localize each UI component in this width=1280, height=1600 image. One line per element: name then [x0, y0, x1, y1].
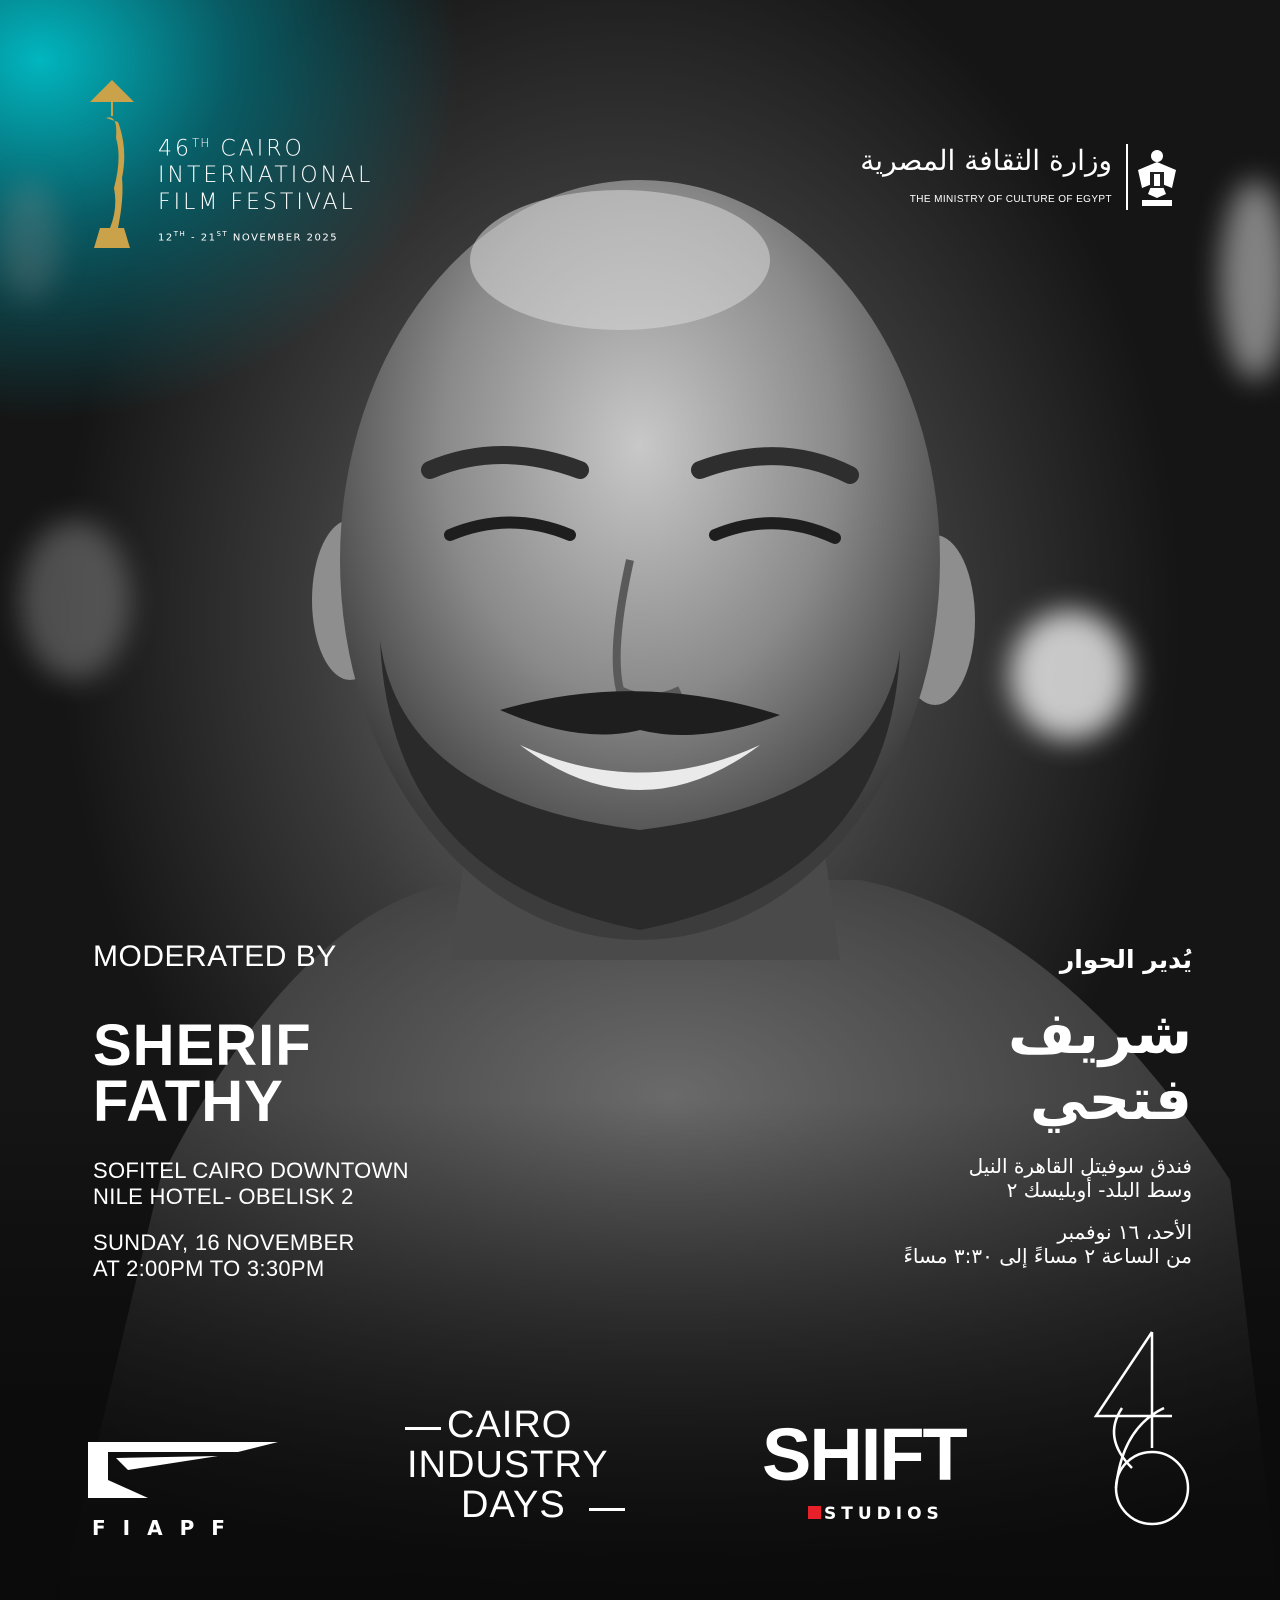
festival-title-line3: FILM FESTIVAL [158, 190, 356, 216]
cid-line2: INDUSTRY [407, 1444, 609, 1486]
fiapf-wordmark: FIAPF [92, 1516, 242, 1540]
festival-number-suffix: TH [192, 136, 211, 150]
event-hours: AT 2:00PM TO 3:30PM [93, 1256, 325, 1281]
fiapf-mark-icon [88, 1440, 278, 1506]
festival-title [158, 130, 373, 244]
cid-dash-top [405, 1427, 441, 1430]
number-46-icon [1092, 1328, 1202, 1528]
shift-studios-label: STUDIOS [824, 1504, 944, 1524]
arabic-details [904, 945, 1193, 1268]
event-time [93, 1230, 409, 1282]
cid-line3: DAYS [461, 1484, 566, 1526]
festival-city: CAIRO [210, 136, 305, 162]
cid-line1: CAIRO [447, 1404, 573, 1446]
cairo-industry-days-logo [405, 1405, 655, 1535]
event-date: SUNDAY, 16 NOVEMBER [93, 1230, 355, 1255]
festival-dates [158, 230, 373, 243]
festival-title-line1 [158, 130, 373, 162]
venue-ar [904, 1154, 1193, 1202]
event-date-ar: الأحد، ١٦ نوفمبر [1057, 1220, 1192, 1244]
event-hours-ar: من الساعة ٢ مساءً إلى ٣:٣٠ مساءً [903, 1244, 1192, 1268]
dates-start-suffix: TH [173, 230, 187, 239]
shift-studios-logo [762, 1412, 982, 1522]
cid-dash-bottom [589, 1508, 625, 1511]
moderator-first-name-ar: شريف [1008, 999, 1192, 1067]
moderator-last-name: FATHY [93, 1069, 284, 1134]
moderator-name-ar [904, 1000, 1193, 1132]
ministry-divider [1126, 144, 1128, 210]
dates-start: 12 [158, 232, 174, 244]
festival-title-line2: INTERNATIONAL [158, 163, 374, 189]
ministry-arabic-name: وزارة الثقافة المصرية [860, 144, 1112, 177]
festival-46-logo [1092, 1328, 1202, 1528]
venue-line2: NILE HOTEL- OBELISK 2 [93, 1184, 354, 1209]
festival-number: 46 [158, 136, 192, 162]
venue-line1-ar: فندق سوفيتل القاهرة النيل [968, 1154, 1192, 1178]
ministry-english-name: THE MINISTRY OF CULTURE OF EGYPT [909, 194, 1112, 205]
festival-logo [88, 78, 428, 248]
venue-line1: SOFITEL CAIRO DOWNTOWN [93, 1158, 409, 1183]
moderator-last-name-ar: فتحي [1029, 1065, 1192, 1133]
venue [93, 1158, 409, 1210]
dates-separator: - 21 [186, 232, 217, 244]
fiapf-logo [88, 1440, 288, 1540]
ministry-logo [860, 138, 1240, 218]
venue-line2-ar: وسط البلد- أوبليسك ٢ [1006, 1178, 1192, 1202]
dates-end-suffix: ST [216, 230, 229, 239]
shift-accent-square [808, 1506, 821, 1519]
moderator-name [93, 1013, 409, 1134]
eagle-emblem-icon [1134, 148, 1180, 210]
english-details [93, 940, 409, 1282]
dates-month-year: NOVEMBER 2025 [228, 232, 339, 244]
moderated-by-label: MODERATED BY [93, 940, 337, 973]
moderated-by-label-ar: يُدير الحوار [1059, 945, 1192, 974]
shift-wordmark: SHIFT [762, 1413, 966, 1496]
trophy-icon [88, 78, 136, 248]
event-time-ar [904, 1220, 1193, 1268]
moderator-first-name: SHERIF [93, 1013, 312, 1078]
